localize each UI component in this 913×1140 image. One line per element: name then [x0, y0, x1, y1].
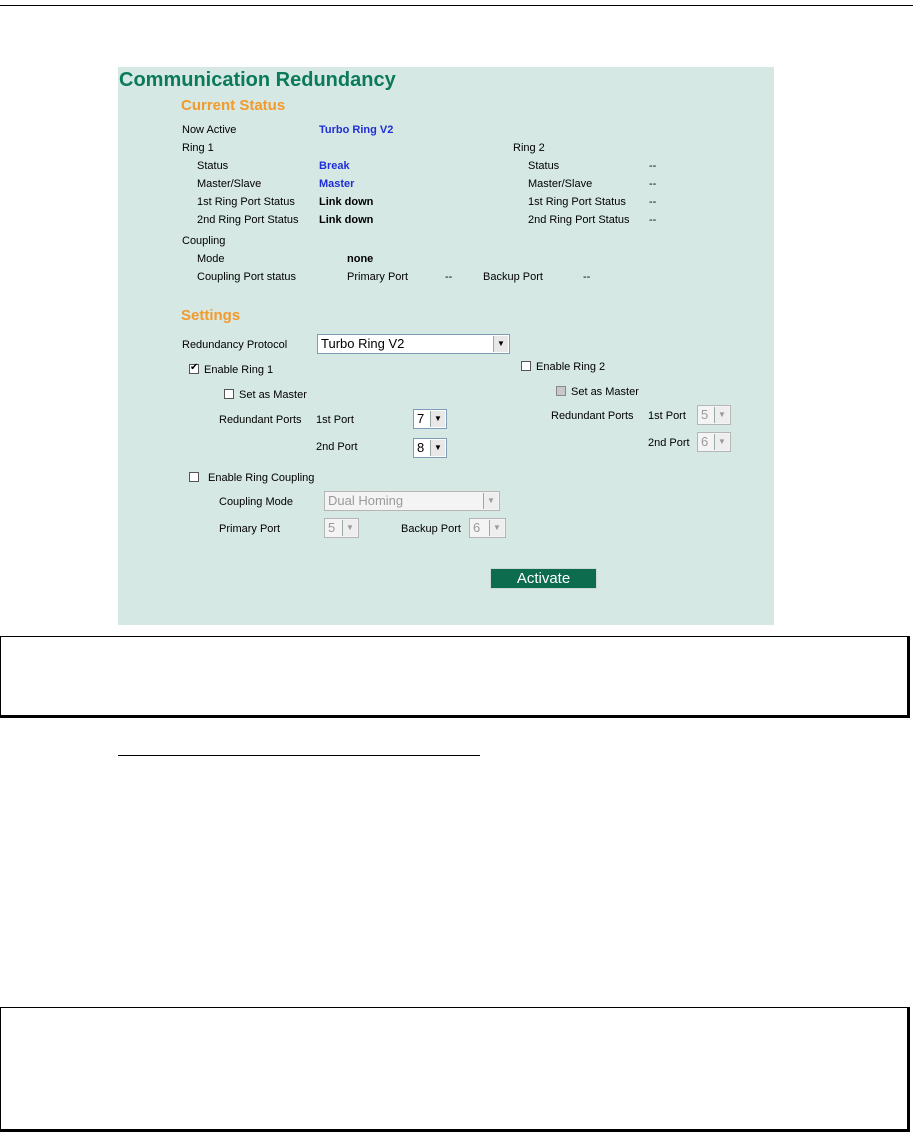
coupling-backup-port-value: -- — [583, 271, 591, 283]
ring1-port2-status-label: 2nd Ring Port Status — [197, 214, 299, 226]
chevron-down-icon: ▼ — [430, 411, 445, 427]
ring1-status-heading: Ring 1 — [182, 142, 214, 154]
enable-ring-coupling-label: Enable Ring Coupling — [208, 472, 315, 484]
coupling-mode-select[interactable] — [324, 491, 500, 511]
chevron-down-icon: ▼ — [493, 336, 508, 352]
chevron-down-icon: ▼ — [430, 440, 445, 456]
coupling-backup-port-select[interactable] — [469, 518, 506, 538]
ring2-port1-value: 5 — [701, 407, 709, 422]
enable-ring1-checkbox[interactable] — [189, 364, 199, 374]
enable-ring2-label: Enable Ring 2 — [536, 361, 606, 373]
chevron-down-icon: ▼ — [342, 520, 357, 536]
ring2-port2-status-value: -- — [649, 214, 657, 226]
ring2-port1-select[interactable] — [697, 405, 731, 425]
ring1-master-slave-label: Master/Slave — [197, 178, 262, 190]
ring1-redundant-ports-label: Redundant Ports — [219, 414, 302, 426]
ring2-port2-label: 2nd Port — [648, 437, 690, 449]
ring2-port1-label: 1st Port — [648, 410, 686, 422]
section-underline — [118, 755, 480, 756]
enable-ring-coupling-checkbox[interactable] — [189, 472, 199, 482]
coupling-primary-port-value: -- — [445, 271, 453, 283]
enable-ring1-label: Enable Ring 1 — [204, 364, 274, 376]
redundancy-protocol-label: Redundancy Protocol — [182, 339, 288, 351]
ring1-port1-select[interactable] — [413, 409, 447, 429]
ring1-set-master-checkbox[interactable] — [224, 389, 234, 399]
ring2-port1-status-value: -- — [649, 196, 657, 208]
ring2-status-value: -- — [649, 160, 657, 172]
coupling-status-heading: Coupling — [182, 235, 226, 247]
ring1-port2-value: 8 — [417, 440, 425, 455]
ring2-set-master-label: Set as Master — [571, 386, 639, 398]
ring1-set-master-label: Set as Master — [239, 389, 307, 401]
coupling-port-status-label: Coupling Port status — [197, 271, 297, 283]
ring1-master-slave-value: Master — [319, 178, 355, 190]
page-title: Communication Redundancy — [119, 69, 396, 91]
ring2-set-master-checkbox[interactable] — [556, 386, 566, 396]
coupling-mode-value: none — [347, 253, 374, 265]
ring2-master-slave-label: Master/Slave — [528, 178, 593, 190]
ring2-status-heading: Ring 2 — [513, 142, 545, 154]
coupling-mode-label: Mode — [197, 253, 225, 265]
coupling-mode-select-value: Dual Homing — [328, 493, 404, 508]
chevron-down-icon: ▼ — [714, 407, 729, 423]
ring1-port2-status-value: Link down — [319, 214, 374, 226]
ring2-status-label: Status — [528, 160, 560, 172]
chevron-down-icon: ▼ — [489, 520, 504, 536]
ring1-status-label: Status — [197, 160, 229, 172]
coupling-backup-port-select-value: 6 — [473, 520, 481, 535]
ring2-redundant-ports-label: Redundant Ports — [551, 410, 634, 422]
coupling-primary-port-setting-label: Primary Port — [219, 523, 281, 535]
coupling-primary-port-select[interactable] — [324, 518, 359, 538]
redundancy-protocol-value: Turbo Ring V2 — [321, 336, 405, 351]
current-status-heading: Current Status — [181, 97, 286, 114]
note-box-2 — [0, 1007, 910, 1132]
note-box-1 — [0, 636, 910, 718]
chevron-down-icon: ▼ — [483, 493, 498, 509]
activate-button[interactable]: Activate — [490, 568, 597, 589]
ring2-port2-value: 6 — [701, 434, 709, 449]
ring2-master-slave-value: -- — [649, 178, 657, 190]
now-active-label: Now Active — [182, 124, 237, 136]
coupling-primary-port-select-value: 5 — [328, 520, 336, 535]
coupling-backup-port-setting-label: Backup Port — [401, 523, 461, 535]
enable-ring2-checkbox[interactable] — [521, 361, 531, 371]
ring2-port1-status-label: 1st Ring Port Status — [528, 196, 626, 208]
ring1-port2-label: 2nd Port — [316, 441, 358, 453]
ring2-port2-status-label: 2nd Ring Port Status — [528, 214, 630, 226]
ring1-status-value: Break — [319, 160, 350, 172]
ring1-port1-value: 7 — [417, 411, 425, 426]
settings-heading: Settings — [181, 307, 241, 324]
coupling-backup-port-label: Backup Port — [483, 271, 543, 283]
redundancy-protocol-select[interactable] — [317, 334, 510, 354]
ring1-port1-status-label: 1st Ring Port Status — [197, 196, 295, 208]
now-active-value: Turbo Ring V2 — [319, 124, 394, 136]
chevron-down-icon: ▼ — [714, 434, 729, 450]
page-header-rule — [0, 5, 913, 6]
ring1-port2-select[interactable] — [413, 438, 447, 458]
ring1-port1-status-value: Link down — [319, 196, 374, 208]
coupling-mode-setting-label: Coupling Mode — [219, 496, 293, 508]
coupling-primary-port-label: Primary Port — [347, 271, 409, 283]
ring1-port1-label: 1st Port — [316, 414, 354, 426]
ring2-port2-select[interactable] — [697, 432, 731, 452]
